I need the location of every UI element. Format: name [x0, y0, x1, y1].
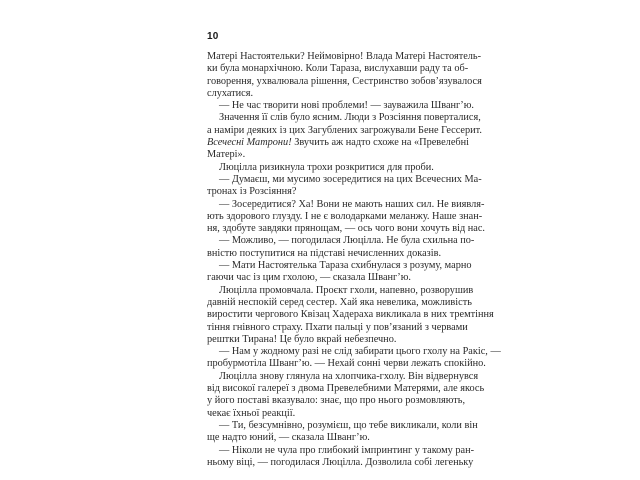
text-line: гаючи час із цим гхолою, — сказала Швангʼю. [207, 272, 411, 284]
text-line: Всечесні Матрони! Звучить аж надто схоже на «Превелебні [207, 137, 469, 149]
text-line: Значення її слів було ясним. Люди з Розсіяння поверталися, [219, 112, 481, 124]
text-line: тіння гнівного страху. Пхати пальці у пов’язаний з червами [207, 321, 468, 333]
text-line: чекає їхньої реакції. [207, 407, 296, 419]
text-line: Люцілла промовчала. Проєкт гхоли, напевно, розворушив [219, 284, 474, 296]
text-line: Люцілла знову глянула на хлопчика-гхолу. Він відвернувся [219, 370, 479, 382]
text-line: ще надто юний, — сказала Швангʼю. [207, 432, 370, 444]
text-line: — Ніколи не чула про глибокий імпринтинг у такому ран- [219, 444, 475, 456]
text-line: тронах із Розсіяння? [207, 186, 297, 198]
text-line: — Зосередитися? Ха! Вони не мають наших сил. Не виявля- [219, 198, 485, 210]
text-line: Матері Настоятельки? Неймовірно! Влада Матері Настоятель- [207, 51, 482, 62]
text-line: давній неспокій серед сестер. Хай яка невелика, можливість [207, 296, 472, 308]
text-line: ня, здобуте завдяки прянощам, — ось чого вони хочуть від нас. [207, 223, 485, 235]
text-line: — Ти, безсумнівно, розумієш, що тебе викликали, коли він [219, 419, 478, 431]
text-line: у його поставі вказувало: знає, що про нього розмовляють, [207, 395, 466, 407]
text-line: рештки Тирана! Це було вкрай небезпечно. [207, 333, 397, 345]
text-line: ки була монархічною. Коли Тараза, вислухавши раду та об- [207, 63, 469, 75]
text-line: — Не час творити нові проблеми! — зауважила Швангʼю. [219, 100, 474, 112]
text-line: ньому віці, — погодилася Люцілла. Дозволила собі легеньку [207, 456, 474, 468]
text-line: ють здорового глузду. І не є володарками меланжу. Наше знан- [207, 210, 483, 222]
text-line: а наміри деяких із цих Загублених загрожували Бене Гессерит. [207, 124, 482, 136]
text-line: — Нам у жодному разі не слід забирати цього гхолу на Ракіс, — [219, 346, 501, 358]
text-line: Матері». [207, 149, 246, 161]
italic-phrase: Всечесні Матрони! [207, 137, 292, 149]
text-line: говорення, ухвалювала рішення, Сестринство зобов’язувалося [207, 75, 482, 87]
text-line: — Мати Настоятелька Тараза схибнулася з розуму, марно [219, 260, 472, 272]
text-line: від високої галереї з двома Превелебними Матерями, але якось [207, 383, 485, 395]
text-line: виростити чергового Квізац Хадераха викликала в них тремтіння [207, 309, 494, 321]
page-number: 10 [207, 31, 219, 42]
text-line: вністю поступитися на підставі нечисленних доказів. [207, 247, 442, 259]
text-line: пробурмотіла Швангʼю. — Нехай сонні черви лежать спокійно. [207, 358, 486, 370]
body-text [207, 51, 501, 469]
text-line: Люцілла ризикнула трохи розкритися для проби. [219, 161, 434, 173]
text-line: — Можливо, — погодилася Люцілла. Не була схильна по- [219, 235, 475, 247]
text-line: слухатися. [207, 87, 254, 99]
text-line: — Думаєш, ми мусимо зосередитися на цих Всечесних Ма- [219, 173, 482, 185]
